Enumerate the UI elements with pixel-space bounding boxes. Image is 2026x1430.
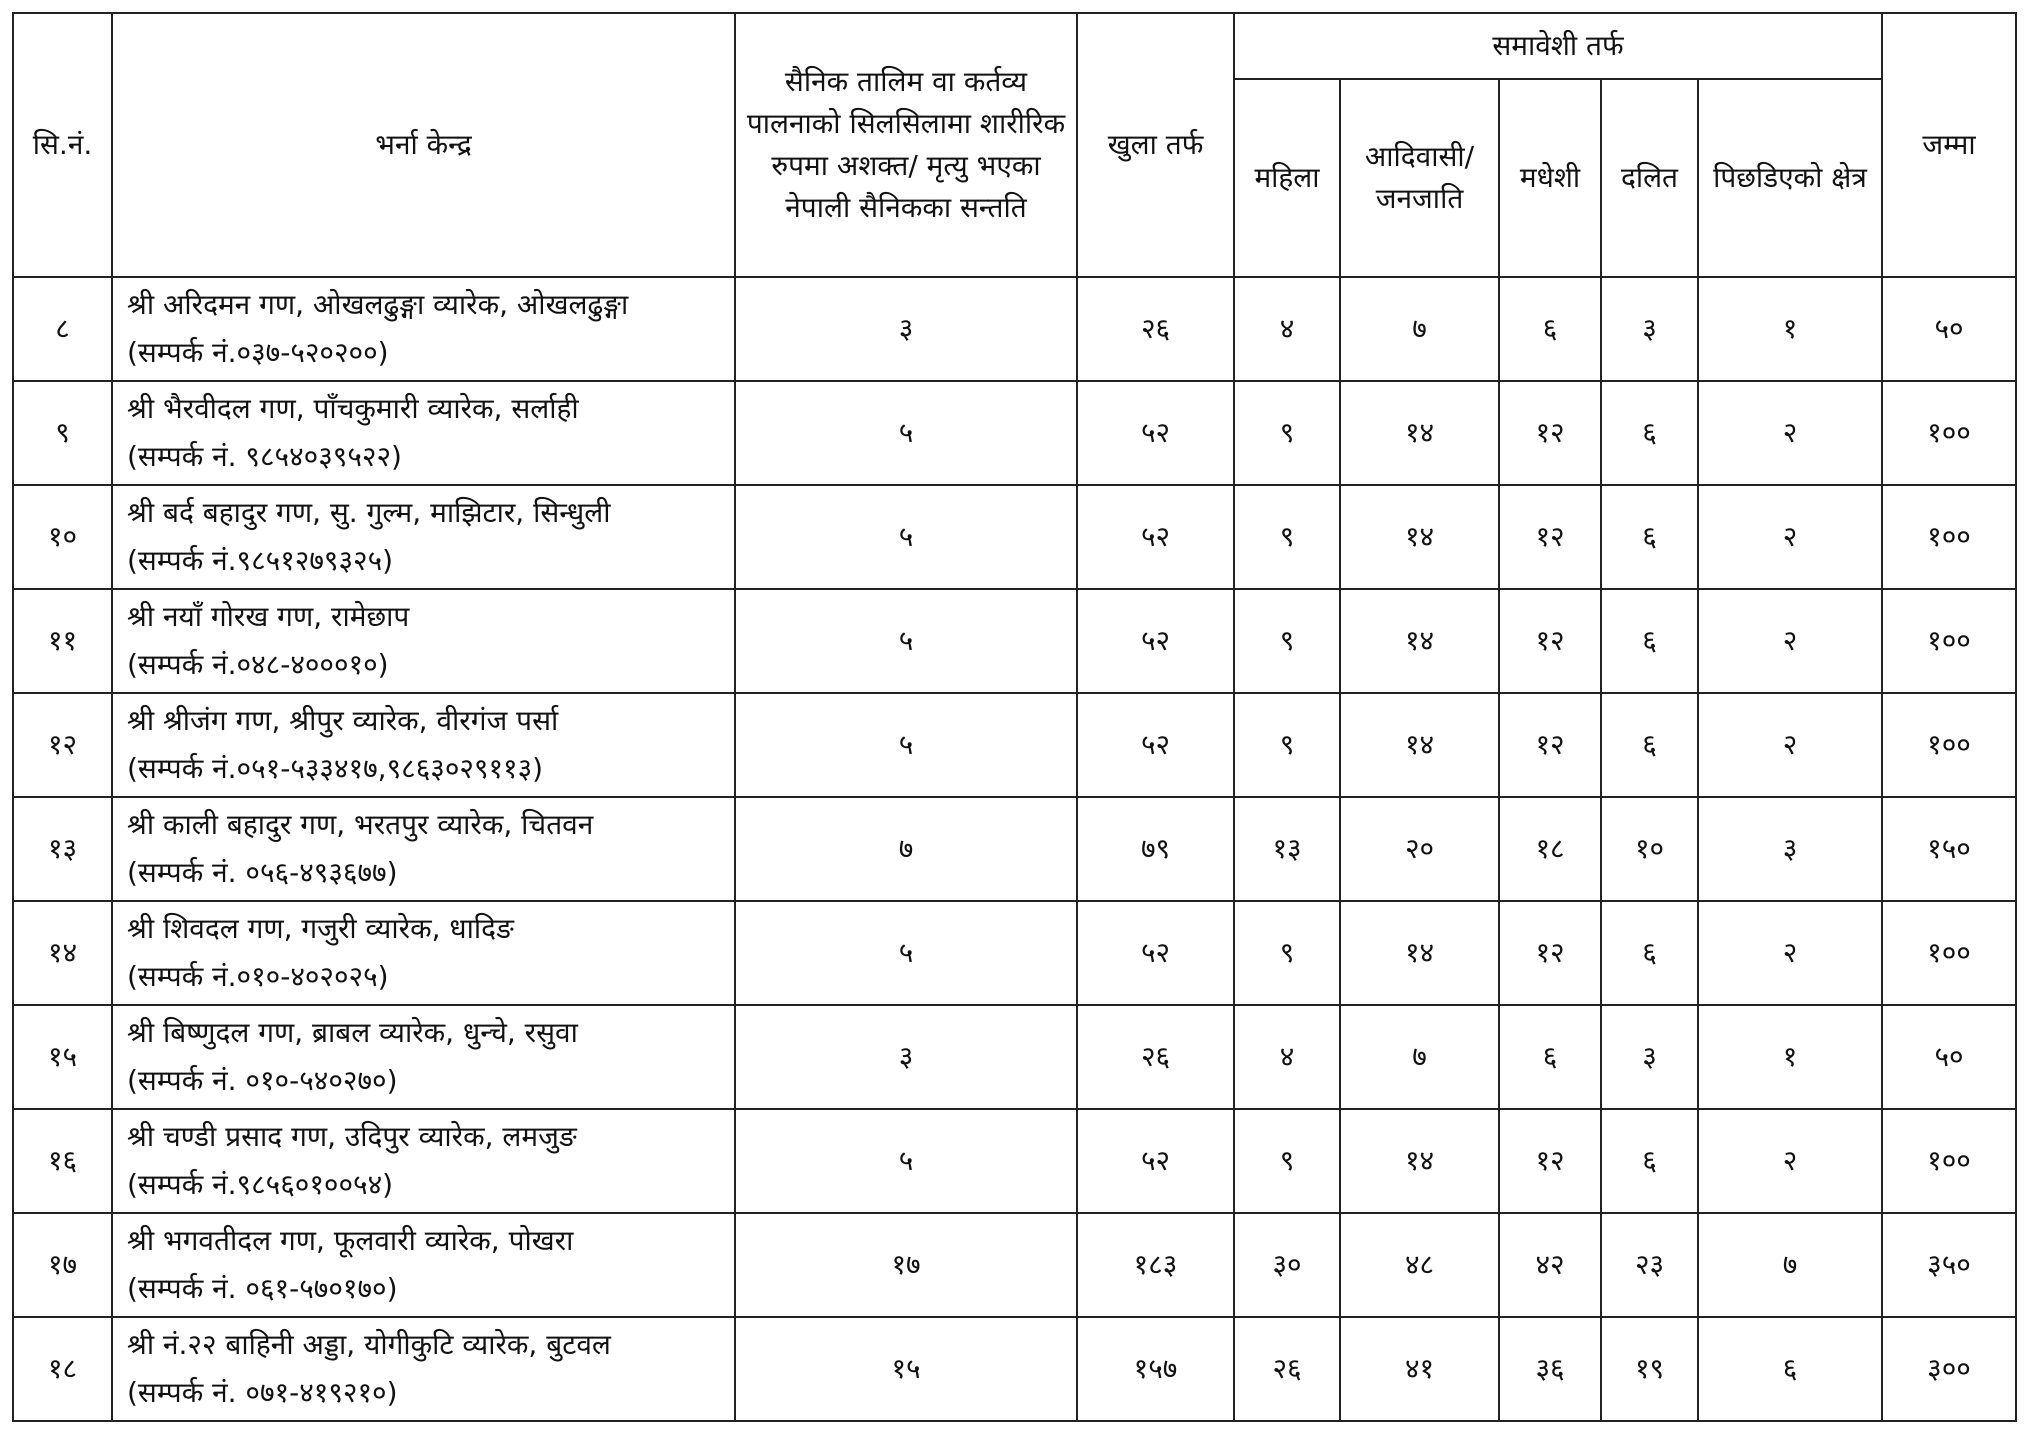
descendants-cell: ३ <box>735 1005 1077 1109</box>
center-cell <box>112 1213 735 1317</box>
serial-cell: १७ <box>13 1213 112 1317</box>
backward-cell: १ <box>1698 277 1882 381</box>
dalit-cell: ३ <box>1601 277 1698 381</box>
dalit-cell: ६ <box>1601 1109 1698 1213</box>
header-descendants: सैनिक तालिम वा कर्तव्य पालनाको सिलसिलामा शारीरिक रुपमा अशक्त/ मृत्यु भएका नेपाली सैनिकका सन्तति <box>735 13 1077 277</box>
dalit-cell: ३ <box>1601 1005 1698 1109</box>
dalit-cell: २३ <box>1601 1213 1698 1317</box>
total-cell: १०० <box>1882 485 2016 589</box>
center-contact: (सम्पर्क नं.०१०-४०२०२५) <box>127 960 389 993</box>
descendants-cell: १५ <box>735 1317 1077 1421</box>
adivasi-cell: १४ <box>1340 901 1499 1005</box>
serial-cell: १२ <box>13 693 112 797</box>
table-row <box>13 485 2016 589</box>
table-row <box>13 381 2016 485</box>
header-center: भर्ना केन्द्र <box>112 13 735 277</box>
dalit-cell: १९ <box>1601 1317 1698 1421</box>
descendants-cell: ३ <box>735 277 1077 381</box>
center-name: श्री अरिदमन गण, ओखलढुङ्गा व्यारेक, ओखलढुङ्गा <box>127 288 629 321</box>
descendants-cell: ५ <box>735 381 1077 485</box>
open-cell: ५२ <box>1077 381 1234 485</box>
dalit-cell: ६ <box>1601 485 1698 589</box>
table-body <box>13 277 2016 1421</box>
descendants-cell: ५ <box>735 693 1077 797</box>
dalit-cell: ६ <box>1601 381 1698 485</box>
descendants-cell: ७ <box>735 797 1077 901</box>
open-cell: १८३ <box>1077 1213 1234 1317</box>
women-cell: ९ <box>1234 1109 1340 1213</box>
center-contact: (सम्पर्क नं. ०७१-४१९२१०) <box>127 1376 398 1409</box>
adivasi-cell: ४१ <box>1340 1317 1499 1421</box>
adivasi-cell: १४ <box>1340 1109 1499 1213</box>
center-cell <box>112 797 735 901</box>
center-name: श्री भैरवीदल गण, पाँचकुमारी व्यारेक, सर्लाही <box>127 392 579 425</box>
backward-cell: २ <box>1698 901 1882 1005</box>
madhesi-cell: ६ <box>1499 1005 1601 1109</box>
women-cell: ३० <box>1234 1213 1340 1317</box>
center-cell <box>112 589 735 693</box>
quota-table <box>12 12 2017 1422</box>
serial-cell: १४ <box>13 901 112 1005</box>
table-row <box>13 277 2016 381</box>
serial-cell: १३ <box>13 797 112 901</box>
total-cell: ३५० <box>1882 1213 2016 1317</box>
adivasi-cell: ४८ <box>1340 1213 1499 1317</box>
backward-cell: २ <box>1698 485 1882 589</box>
descendants-cell: १७ <box>735 1213 1077 1317</box>
center-name: श्री शिवदल गण, गजुरी व्यारेक, धादिङ <box>127 912 514 945</box>
madhesi-cell: ३६ <box>1499 1317 1601 1421</box>
open-cell: ५२ <box>1077 589 1234 693</box>
center-name: श्री नं.२२ बाहिनी अड्डा, योगीकुटि व्यारेक, बुटवल <box>127 1328 611 1361</box>
center-contact: (सम्पर्क नं.०३७-५२०२००) <box>127 336 389 369</box>
total-cell: १०० <box>1882 589 2016 693</box>
madhesi-cell: ६ <box>1499 277 1601 381</box>
women-cell: ९ <box>1234 381 1340 485</box>
table-row <box>13 1317 2016 1421</box>
madhesi-cell: १२ <box>1499 1109 1601 1213</box>
center-cell <box>112 1005 735 1109</box>
header-madhesi: मधेशी <box>1499 79 1601 277</box>
backward-cell: २ <box>1698 381 1882 485</box>
adivasi-cell: १४ <box>1340 589 1499 693</box>
women-cell: १३ <box>1234 797 1340 901</box>
center-cell <box>112 381 735 485</box>
descendants-cell: ५ <box>735 485 1077 589</box>
dalit-cell: ६ <box>1601 693 1698 797</box>
table-row <box>13 589 2016 693</box>
total-cell: १०० <box>1882 693 2016 797</box>
center-name: श्री श्रीजंग गण, श्रीपुर व्यारेक, वीरगंज पर्सा <box>127 704 559 737</box>
backward-cell: १ <box>1698 1005 1882 1109</box>
adivasi-cell: ७ <box>1340 277 1499 381</box>
adivasi-cell: ७ <box>1340 1005 1499 1109</box>
total-cell: १०० <box>1882 901 2016 1005</box>
total-cell: १०० <box>1882 381 2016 485</box>
adivasi-cell: २० <box>1340 797 1499 901</box>
table-row <box>13 797 2016 901</box>
women-cell: ९ <box>1234 901 1340 1005</box>
madhesi-cell: १२ <box>1499 693 1601 797</box>
center-contact: (सम्पर्क नं. ०६१-५७०१७०) <box>127 1272 398 1305</box>
descendants-cell: ५ <box>735 901 1077 1005</box>
header-serial: सि.नं. <box>13 13 112 277</box>
header-total: जम्मा <box>1882 13 2016 277</box>
madhesi-cell: १२ <box>1499 901 1601 1005</box>
serial-cell: १५ <box>13 1005 112 1109</box>
backward-cell: २ <box>1698 693 1882 797</box>
backward-cell: ६ <box>1698 1317 1882 1421</box>
serial-cell: १० <box>13 485 112 589</box>
table-row <box>13 1005 2016 1109</box>
open-cell: २६ <box>1077 277 1234 381</box>
total-cell: ५० <box>1882 1005 2016 1109</box>
adivasi-cell: १४ <box>1340 381 1499 485</box>
women-cell: ९ <box>1234 589 1340 693</box>
women-cell: ४ <box>1234 1005 1340 1109</box>
center-cell <box>112 277 735 381</box>
madhesi-cell: १२ <box>1499 381 1601 485</box>
serial-cell: १६ <box>13 1109 112 1213</box>
dalit-cell: ६ <box>1601 901 1698 1005</box>
table-header <box>13 13 2016 277</box>
header-women: महिला <box>1234 79 1340 277</box>
descendants-cell: ५ <box>735 1109 1077 1213</box>
header-dalit: दलित <box>1601 79 1698 277</box>
center-cell <box>112 485 735 589</box>
center-contact: (सम्पर्क नं.९८५६०१००५४) <box>127 1168 394 1201</box>
women-cell: ४ <box>1234 277 1340 381</box>
open-cell: ५२ <box>1077 1109 1234 1213</box>
women-cell: ९ <box>1234 693 1340 797</box>
open-cell: ५२ <box>1077 693 1234 797</box>
open-cell: ५२ <box>1077 485 1234 589</box>
center-cell <box>112 693 735 797</box>
center-cell <box>112 1109 735 1213</box>
backward-cell: ७ <box>1698 1213 1882 1317</box>
table-row <box>13 1213 2016 1317</box>
open-cell: १५७ <box>1077 1317 1234 1421</box>
table-row <box>13 693 2016 797</box>
total-cell: १०० <box>1882 1109 2016 1213</box>
adivasi-cell: १४ <box>1340 693 1499 797</box>
dalit-cell: १० <box>1601 797 1698 901</box>
header-backward: पिछडिएको क्षेत्र <box>1698 79 1882 277</box>
backward-cell: २ <box>1698 589 1882 693</box>
backward-cell: ३ <box>1698 797 1882 901</box>
center-contact: (सम्पर्क नं.९८५१२७९३२५) <box>127 544 394 577</box>
madhesi-cell: ४२ <box>1499 1213 1601 1317</box>
center-contact: (सम्पर्क नं.०५१-५३३४१७,९८६३०२९११३) <box>127 752 544 785</box>
serial-cell: ८ <box>13 277 112 381</box>
header-adivasi: आदिवासी/ जनजाति <box>1340 79 1499 277</box>
center-cell <box>112 901 735 1005</box>
center-contact: (सम्पर्क नं.०४८-४०००१०) <box>127 648 389 681</box>
center-contact: (सम्पर्क नं. ०५६-४९३६७७) <box>127 856 398 889</box>
open-cell: ७९ <box>1077 797 1234 901</box>
open-cell: ५२ <box>1077 901 1234 1005</box>
women-cell: २६ <box>1234 1317 1340 1421</box>
serial-cell: ११ <box>13 589 112 693</box>
open-cell: २६ <box>1077 1005 1234 1109</box>
backward-cell: २ <box>1698 1109 1882 1213</box>
adivasi-cell: १४ <box>1340 485 1499 589</box>
table-row <box>13 1109 2016 1213</box>
table-row <box>13 901 2016 1005</box>
header-inclusive: समावेशी तर्फ <box>1234 13 1882 79</box>
center-name: श्री भगवतीदल गण, फूलवारी व्यारेक, पोखरा <box>127 1224 574 1257</box>
serial-cell: ९ <box>13 381 112 485</box>
women-cell: ९ <box>1234 485 1340 589</box>
center-name: श्री बिष्णुदल गण, ब्राबल व्यारेक, धुन्चे, रसुवा <box>127 1016 578 1049</box>
madhesi-cell: १२ <box>1499 485 1601 589</box>
center-cell <box>112 1317 735 1421</box>
total-cell: ३०० <box>1882 1317 2016 1421</box>
header-open: खुला तर्फ <box>1077 13 1234 277</box>
madhesi-cell: १८ <box>1499 797 1601 901</box>
center-contact: (सम्पर्क नं. ०१०-५४०२७०) <box>127 1064 398 1097</box>
center-name: श्री बर्द बहादुर गण, सु. गुल्म, माझिटार, सिन्धुली <box>127 496 611 529</box>
center-name: श्री नयाँ गोरख गण, रामेछाप <box>127 600 410 633</box>
total-cell: ५० <box>1882 277 2016 381</box>
center-contact: (सम्पर्क नं. ९८५४०३९५२२) <box>127 440 402 473</box>
serial-cell: १८ <box>13 1317 112 1421</box>
center-name: श्री चण्डी प्रसाद गण, उदिपुर व्यारेक, लमजुङ <box>127 1120 577 1153</box>
dalit-cell: ६ <box>1601 589 1698 693</box>
total-cell: १५० <box>1882 797 2016 901</box>
center-name: श्री काली बहादुर गण, भरतपुर व्यारेक, चितवन <box>127 808 594 841</box>
descendants-cell: ५ <box>735 589 1077 693</box>
madhesi-cell: १२ <box>1499 589 1601 693</box>
